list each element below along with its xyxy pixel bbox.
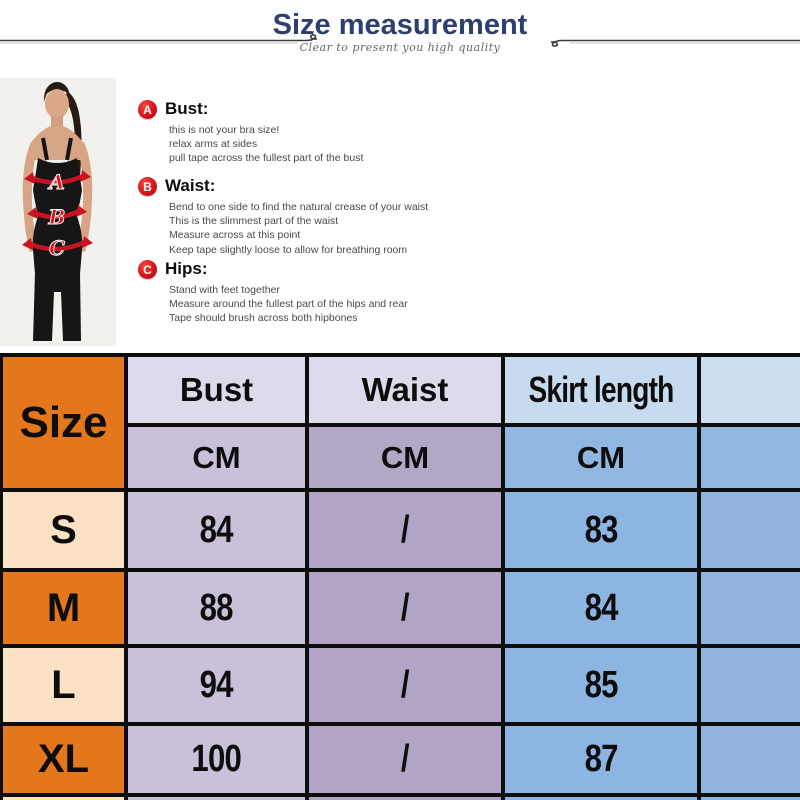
hips-heading: Hips: bbox=[165, 259, 208, 278]
skirt-unit-cell: CM bbox=[505, 427, 697, 488]
skirt-value-m: 84 bbox=[505, 572, 697, 644]
waist-value-xl: / bbox=[309, 726, 501, 793]
figure-label-bust: A bbox=[49, 170, 65, 194]
waist-column-header: Waist bbox=[309, 357, 501, 423]
waist-value-l: / bbox=[309, 648, 501, 722]
bust-marker-badge: A bbox=[138, 100, 157, 119]
extra-value-l bbox=[701, 648, 800, 722]
hips-marker-badge: C bbox=[138, 260, 157, 279]
skirt-value-s: 83 bbox=[505, 492, 697, 568]
page-title: Size measurement bbox=[272, 9, 528, 41]
waist-value-s: / bbox=[309, 492, 501, 568]
waist-heading: Waist: bbox=[165, 176, 216, 195]
size-chart-table bbox=[0, 353, 800, 800]
size-label-xl: XL bbox=[3, 726, 124, 793]
bust-instruction: this is not your bra size! bbox=[169, 124, 280, 136]
bust-value-l: 94 bbox=[128, 648, 305, 722]
bust-column-header: Bust bbox=[128, 357, 305, 423]
waist-instruction: Measure across at this point bbox=[169, 229, 301, 242]
extra-value-xl bbox=[701, 726, 800, 793]
waist-instruction: Keep tape slightly loose to allow for breathing room bbox=[169, 243, 408, 256]
guide-section-waist bbox=[138, 176, 468, 257]
hips-instruction: Stand with feet together bbox=[169, 284, 280, 296]
measurement-model-figure bbox=[0, 78, 135, 346]
extra-column-header bbox=[701, 357, 800, 423]
waist-value-m: / bbox=[309, 572, 501, 644]
bust-value-s: 84 bbox=[128, 492, 305, 568]
extra-unit-cell bbox=[701, 427, 800, 488]
hips-instruction: Measure around the fullest part of the hips and rear bbox=[169, 298, 408, 311]
header bbox=[0, 10, 800, 54]
extra-value-s bbox=[701, 492, 800, 568]
page-subtitle: Clear to present you high quality bbox=[299, 41, 501, 54]
waist-instruction: This is the slimmest part of the waist bbox=[169, 215, 339, 228]
guide-section-hips bbox=[138, 259, 468, 326]
waist-unit-cell: CM bbox=[309, 427, 501, 488]
extra-value-m bbox=[701, 572, 800, 644]
size-column-header: Size bbox=[3, 357, 124, 488]
size-label-m: M bbox=[3, 572, 124, 644]
skirt-length-column-header: Skirt length bbox=[505, 357, 697, 423]
skirt-value-xl: 87 bbox=[505, 726, 697, 793]
bust-unit-cell: CM bbox=[128, 427, 305, 488]
waist-instruction: Bend to one side to find the natural crease of your waist bbox=[169, 201, 429, 213]
figure-label-hips: C bbox=[49, 236, 65, 260]
bust-instruction: relax arms at sides bbox=[169, 138, 258, 151]
bust-value-m: 88 bbox=[128, 572, 305, 644]
waist-marker-badge: B bbox=[138, 177, 157, 196]
bust-heading: Bust: bbox=[165, 99, 209, 118]
hips-instruction: Tape should brush across both hipbones bbox=[169, 312, 358, 325]
bust-instruction: pull tape across the fullest part of the bust bbox=[169, 152, 364, 165]
size-label-s: S bbox=[3, 492, 124, 568]
guide-section-bust bbox=[138, 99, 468, 166]
bust-value-xl: 100 bbox=[128, 726, 305, 793]
skirt-value-l: 85 bbox=[505, 648, 697, 722]
figure-label-waist: B bbox=[48, 205, 66, 229]
size-label-l: L bbox=[3, 648, 124, 722]
